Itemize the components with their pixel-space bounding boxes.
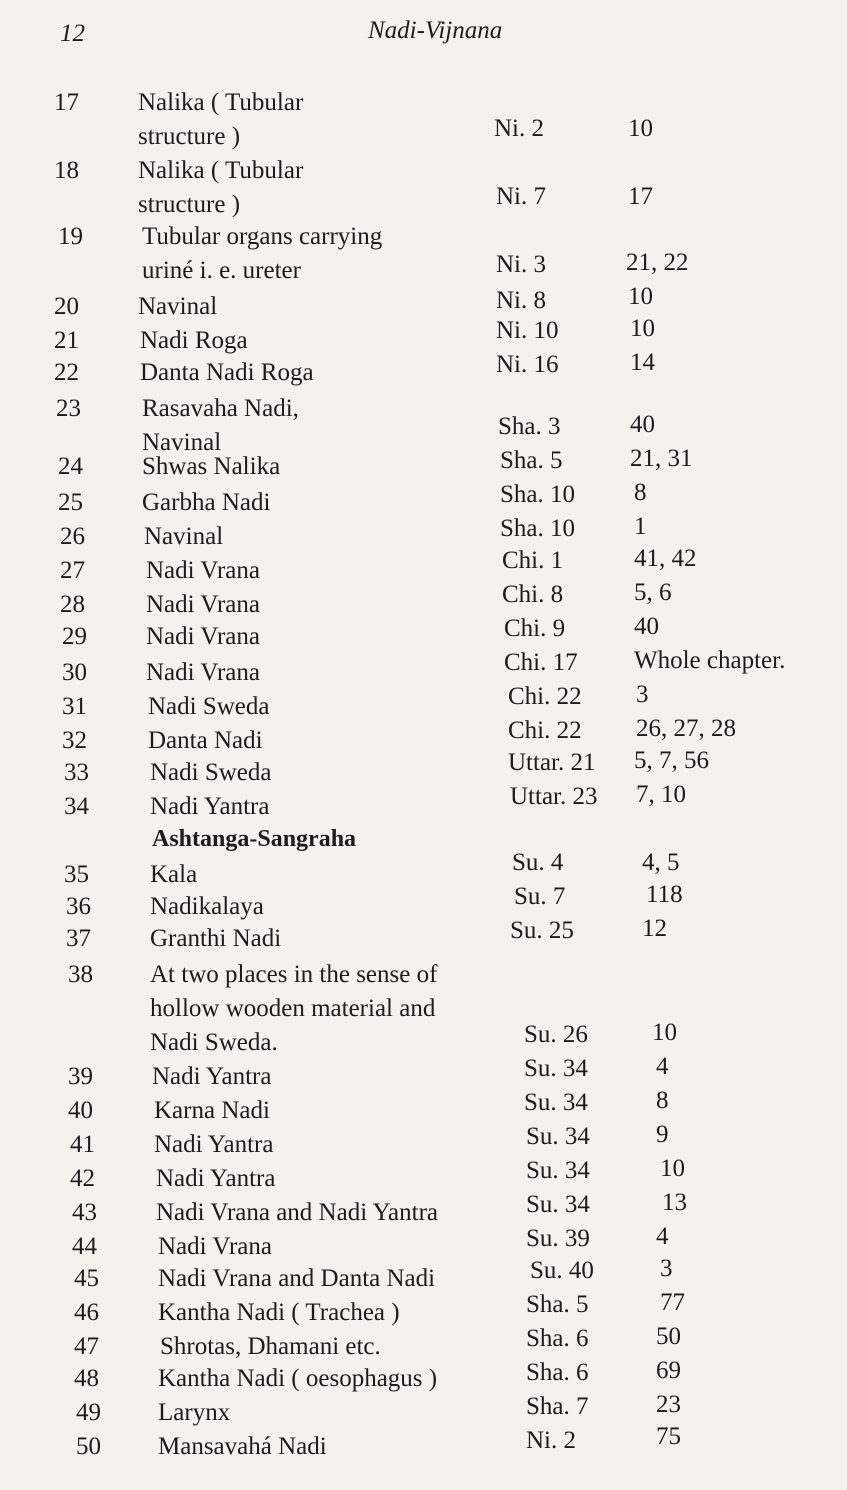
entry-name: Nalika ( Tubular: [138, 89, 304, 116]
verse-reference: 4: [656, 1223, 669, 1250]
row-number: 19: [58, 223, 83, 250]
entry-name: Nadi Vrana: [146, 659, 260, 686]
row-number: 39: [68, 1063, 93, 1090]
verse-reference: 9: [656, 1121, 669, 1148]
row-number: 48: [74, 1365, 99, 1392]
entry-name: At two places in the sense of: [150, 961, 438, 988]
section-reference: Su. 7: [514, 883, 566, 910]
entry-name: Kantha Nadi ( Trachea ): [158, 1299, 400, 1326]
verse-reference: 69: [656, 1357, 681, 1384]
verse-reference: 75: [656, 1423, 681, 1450]
verse-reference: 14: [630, 349, 655, 376]
row-number: 35: [64, 861, 89, 888]
row-number: 37: [66, 925, 91, 952]
section-reference: Uttar. 23: [510, 783, 598, 810]
row-number: 18: [54, 157, 79, 184]
row-number: 38: [68, 961, 93, 988]
row-number: 44: [72, 1233, 97, 1260]
section-reference: Ni. 2: [494, 115, 544, 142]
row-number: 27: [60, 557, 85, 584]
entry-name: Nadi Yantra: [150, 793, 270, 820]
row-number: 40: [68, 1097, 93, 1124]
section-reference: Ni. 8: [496, 287, 546, 314]
row-number: 42: [70, 1165, 95, 1192]
entry-name: Nadi Yantra: [154, 1131, 274, 1158]
verse-reference: 40: [634, 613, 659, 640]
entry-name: Danta Nadi Roga: [140, 359, 314, 386]
section-reference: Chi. 9: [504, 615, 566, 642]
section-reference: Ni. 2: [526, 1427, 576, 1454]
page-number: 12: [60, 20, 85, 47]
entry-name-continued: Nadi Sweda.: [150, 1029, 278, 1056]
entry-name: Karna Nadi: [154, 1097, 270, 1124]
row-number: 34: [64, 793, 89, 820]
verse-reference: 21, 31: [630, 445, 693, 472]
row-number: 26: [60, 523, 85, 550]
row-number: 31: [62, 693, 87, 720]
entry-name: Navinal: [138, 293, 218, 320]
section-reference: Su. 34: [526, 1191, 590, 1218]
row-number: 20: [54, 293, 79, 320]
row-number: 36: [66, 893, 91, 920]
verse-reference: 21, 22: [626, 249, 689, 276]
entry-name: Nadi Yantra: [156, 1165, 276, 1192]
entry-name: Larynx: [158, 1399, 231, 1426]
verse-reference: 41, 42: [634, 545, 697, 572]
section-reference: Chi. 8: [502, 581, 564, 608]
row-number: 28: [60, 591, 85, 618]
section-reference: Ni. 7: [496, 183, 546, 210]
entry-name: Garbha Nadi: [142, 489, 271, 516]
verse-reference: 5, 6: [634, 579, 672, 606]
row-number: 33: [64, 759, 89, 786]
section-reference: Su. 34: [526, 1157, 590, 1184]
entry-name: Granthi Nadi: [150, 925, 282, 952]
entry-name: Nadi Sweda: [150, 759, 272, 786]
section-reference: Su. 34: [526, 1123, 590, 1150]
entry-name: Mansavahá Nadi: [158, 1433, 327, 1460]
section-reference: Sha. 10: [500, 515, 575, 542]
entry-name: Tubular organs carrying: [142, 223, 383, 250]
section-reference: Chi. 17: [504, 649, 578, 676]
section-reference: Sha. 10: [500, 481, 575, 508]
entry-name-continued: uriné i. e. ureter: [142, 257, 301, 284]
verse-reference: 3: [660, 1255, 673, 1282]
entry-name: Nadi Vrana: [146, 557, 260, 584]
entry-name: Nadi Vrana and Nadi Yantra: [156, 1199, 438, 1226]
entry-name: Kala: [150, 861, 198, 888]
row-number: 30: [62, 659, 87, 686]
section-reference: Sha. 6: [526, 1325, 589, 1352]
row-number: 50: [76, 1433, 101, 1460]
entry-name-continued: structure ): [138, 191, 241, 218]
section-reference: Sha. 5: [500, 447, 563, 474]
row-number: 17: [54, 89, 79, 116]
section-reference: Su. 40: [530, 1257, 594, 1284]
verse-reference: 3: [636, 681, 649, 708]
running-title: Nadi-Vijnana: [368, 17, 503, 44]
verse-reference: 4: [656, 1053, 669, 1080]
row-number: 24: [58, 453, 83, 480]
section-reference: Su. 4: [512, 849, 564, 876]
row-number: 41: [70, 1131, 95, 1158]
section-reference: Sha. 3: [498, 413, 561, 440]
row-number: 45: [74, 1265, 99, 1292]
entry-name: Kantha Nadi ( oesophagus ): [158, 1365, 438, 1392]
verse-reference: 10: [652, 1019, 677, 1046]
verse-reference: 77: [660, 1289, 685, 1316]
section-reference: Su. 25: [510, 917, 574, 944]
entry-name: Shwas Nalika: [142, 453, 281, 480]
section-reference: Ni. 3: [496, 251, 546, 278]
verse-reference: 50: [656, 1323, 681, 1350]
row-number: 21: [54, 327, 79, 354]
entry-name: Nadi Sweda: [148, 693, 270, 720]
verse-reference: 8: [656, 1087, 669, 1114]
row-number: 32: [62, 727, 87, 754]
verse-reference: 17: [628, 183, 653, 210]
verse-reference: 8: [634, 479, 647, 506]
verse-reference: 23: [656, 1391, 681, 1418]
verse-reference: Whole chapter.: [634, 647, 786, 674]
row-number: 23: [56, 395, 81, 422]
entry-name: Nadi Vrana: [158, 1233, 272, 1260]
section-reference: Ni. 10: [496, 317, 559, 344]
row-number: 43: [72, 1199, 97, 1226]
row-number: 25: [58, 489, 83, 516]
entry-name: Nadi Vrana and Danta Nadi: [158, 1265, 436, 1292]
section-reference: Chi. 22: [508, 683, 582, 710]
entry-name: Navinal: [144, 523, 224, 550]
section-reference: Sha. 5: [526, 1291, 589, 1318]
verse-reference: 4, 5: [642, 849, 680, 876]
entry-name: Nadi Vrana: [146, 623, 260, 650]
verse-reference: 10: [628, 115, 653, 142]
entry-name: Nadi Roga: [140, 327, 248, 354]
entry-name: Rasavaha Nadi,: [142, 395, 299, 422]
verse-reference: 10: [630, 315, 655, 342]
section-reference: Sha. 7: [526, 1393, 589, 1420]
section-reference: Chi. 1: [502, 547, 564, 574]
verse-reference: 1: [634, 513, 647, 540]
section-reference: Sha. 6: [526, 1359, 589, 1386]
section-reference: Su. 34: [524, 1055, 588, 1082]
row-number: 29: [62, 623, 87, 650]
section-reference: Su. 34: [524, 1089, 588, 1116]
row-number: 46: [74, 1299, 99, 1326]
verse-reference: 13: [662, 1189, 687, 1216]
section-reference: Su. 26: [524, 1021, 588, 1048]
section-reference: Uttar. 21: [508, 749, 596, 776]
row-number: 22: [54, 359, 79, 386]
verse-reference: 12: [642, 915, 667, 942]
entry-name: Nadi Yantra: [152, 1063, 272, 1090]
verse-reference: 5, 7, 56: [634, 747, 709, 774]
verse-reference: 10: [628, 283, 653, 310]
entry-name: Nadikalaya: [150, 893, 264, 920]
section-reference: Su. 39: [526, 1225, 590, 1252]
row-number: 47: [74, 1333, 99, 1360]
verse-reference: 7, 10: [636, 781, 686, 808]
section-reference: Chi. 22: [508, 717, 582, 744]
section-reference: Ni. 16: [496, 351, 559, 378]
verse-reference: 40: [630, 411, 655, 438]
verse-reference: 10: [660, 1155, 685, 1182]
entry-name-continued: hollow wooden material and: [150, 995, 436, 1022]
row-number: 49: [76, 1399, 101, 1426]
entry-name-continued: structure ): [138, 123, 241, 150]
entry-name-continued: Navinal: [142, 429, 222, 456]
entry-name: Nalika ( Tubular: [138, 157, 304, 184]
entry-name: Nadi Vrana: [146, 591, 260, 618]
entry-name: Danta Nadi: [148, 727, 263, 754]
verse-reference: 26, 27, 28: [636, 715, 736, 742]
entry-name: Shrotas, Dhamani etc.: [160, 1333, 381, 1360]
verse-reference: 118: [646, 881, 683, 908]
section-subheading: Ashtanga-Sangraha: [152, 826, 357, 852]
